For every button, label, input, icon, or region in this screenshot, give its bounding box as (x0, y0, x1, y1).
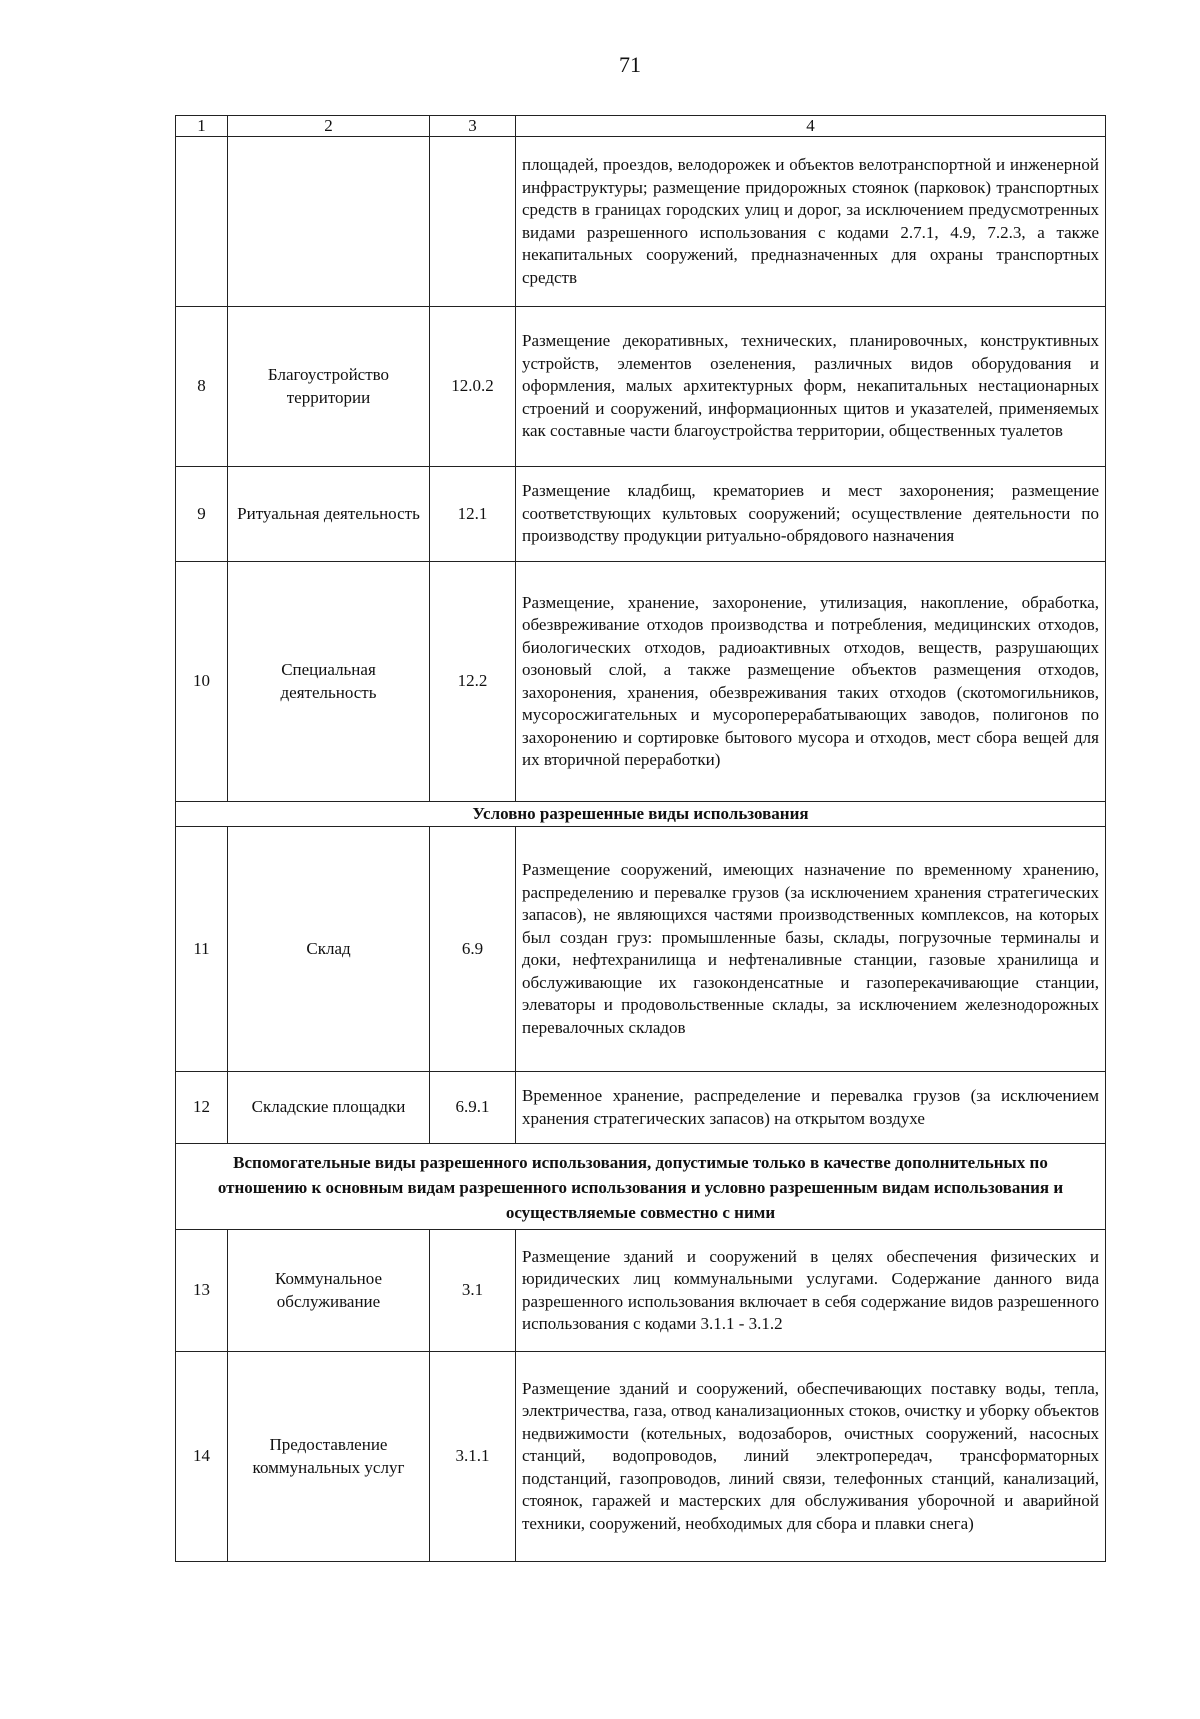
row-number: 11 (176, 827, 228, 1072)
section-heading-conditional (176, 802, 1106, 827)
land-use-table (175, 115, 1106, 1562)
row-name: Предоставление коммунальных услуг (228, 1352, 430, 1562)
table-row (176, 1352, 1106, 1562)
row-name: Благоустройство территории (228, 307, 430, 467)
row-description: Размещение декоративных, технических, планировочных, конструктивных устройств, элементов озеленения, различных видов оборудования и оформления, малых архитектурных форм, некапитальных нестационарных строений и сооружений, информационных щитов и указателей, применяемых как составные части благоустройства территории, общественных туалетов (516, 307, 1106, 467)
row-name: Ритуальная деятельность (228, 467, 430, 562)
table-header-row (176, 116, 1106, 137)
row-name: Коммунальное обслуживание (228, 1230, 430, 1352)
row-code: 3.1 (430, 1230, 516, 1352)
row-number: 10 (176, 562, 228, 802)
row-number: 8 (176, 307, 228, 467)
row-code (430, 137, 516, 307)
row-description: Размещение сооружений, имеющих назначение по временному хранению, распределению и перевалке грузов (за исключением хранения стратегических запасов), не являющихся частями производственных комплексов, на которых был создан груз: промышленные базы, склады, погрузочные терминалы и доки, нефтехранилища и нефтеналивные станции, газовые хранилища и обслуживающие их газоконденсатные и газоперекачивающие станции, элеваторы и продовольственные склады, за исключением железнодорожных перевалочных складов (516, 827, 1106, 1072)
header-col-4: 4 (516, 116, 1106, 137)
row-code: 12.1 (430, 467, 516, 562)
row-description: Размещение зданий и сооружений в целях обеспечения физических и юридических лиц коммунальными услугами. Содержание данного вида разрешенного использования включает в себя содержание видов разрешенного использования с кодами 3.1.1 - 3.1.2 (516, 1230, 1106, 1352)
table-row (176, 562, 1106, 802)
section-title: Вспомогательные виды разрешенного использования, допустимые только в качестве дополнительных по отношению к основным видам разрешенного использования и условно разрешенным видам использования и осуществляемые совместно с ними (176, 1144, 1106, 1230)
row-name: Складские площадки (228, 1072, 430, 1144)
row-number (176, 137, 228, 307)
row-code: 6.9 (430, 827, 516, 1072)
section-heading-auxiliary (176, 1144, 1106, 1230)
row-description: Размещение кладбищ, крематориев и мест захоронения; размещение соответствующих культовых сооружений; осуществление деятельности по производству продукции ритуально-обрядового назначения (516, 467, 1106, 562)
header-col-1: 1 (176, 116, 228, 137)
row-number: 14 (176, 1352, 228, 1562)
table-row (176, 307, 1106, 467)
row-description: Временное хранение, распределение и перевалка грузов (за исключением хранения стратегических запасов) на открытом воздухе (516, 1072, 1106, 1144)
table-row (176, 467, 1106, 562)
row-description: Размещение зданий и сооружений, обеспечивающих поставку воды, тепла, электричества, газа, отвод канализационных стоков, очистку и уборку объектов недвижимости (котельных, водозаборов, очистных сооружений, насосных станций, водопроводов, линий электропередач, трансформаторных подстанций, газопроводов, линий связи, телефонных станций, канализаций, стоянок, гаражей и мастерских для обслуживания уборочной и аварийной техники, сооружений, необходимых для сбора и плавки снега) (516, 1352, 1106, 1562)
row-number: 9 (176, 467, 228, 562)
row-code: 12.0.2 (430, 307, 516, 467)
row-name (228, 137, 430, 307)
page-number: 71 (619, 52, 641, 77)
row-name: Специальная деятельность (228, 562, 430, 802)
row-number: 12 (176, 1072, 228, 1144)
section-title: Условно разрешенные виды использования (176, 802, 1106, 827)
row-code: 3.1.1 (430, 1352, 516, 1562)
row-description: Размещение, хранение, захоронение, утилизация, накопление, обработка, обезвреживание отходов производства и потребления, медицинских отходов, биологических отходов, радиоактивных отходов, веществ, разрушающих озоновый слой, а также размещение объектов размещения отходов, захоронения, хранения, обезвреживания таких отходов (скотомогильников, мусоросжигательных и мусороперерабатывающих заводов, полигонов по захоронению и сортировке бытового мусора и отходов, мест сбора вещей для их вторичной переработки) (516, 562, 1106, 802)
row-description: площадей, проездов, велодорожек и объектов велотранспортной и инженерной инфраструктуры; размещение придорожных стоянок (парковок) транспортных средств в границах городских улиц и дорог, за исключением предусмотренных видами разрешенного использования с кодами 2.7.1, 4.9, 7.2.3, а также некапитальных сооружений, предназначенных для охраны транспортных средств (516, 137, 1106, 307)
row-number: 13 (176, 1230, 228, 1352)
table-row (176, 1072, 1106, 1144)
table-row (176, 827, 1106, 1072)
row-name: Склад (228, 827, 430, 1072)
table-row (176, 1230, 1106, 1352)
row-code: 12.2 (430, 562, 516, 802)
header-col-3: 3 (430, 116, 516, 137)
row-code: 6.9.1 (430, 1072, 516, 1144)
table-row (176, 137, 1106, 307)
header-col-2: 2 (228, 116, 430, 137)
